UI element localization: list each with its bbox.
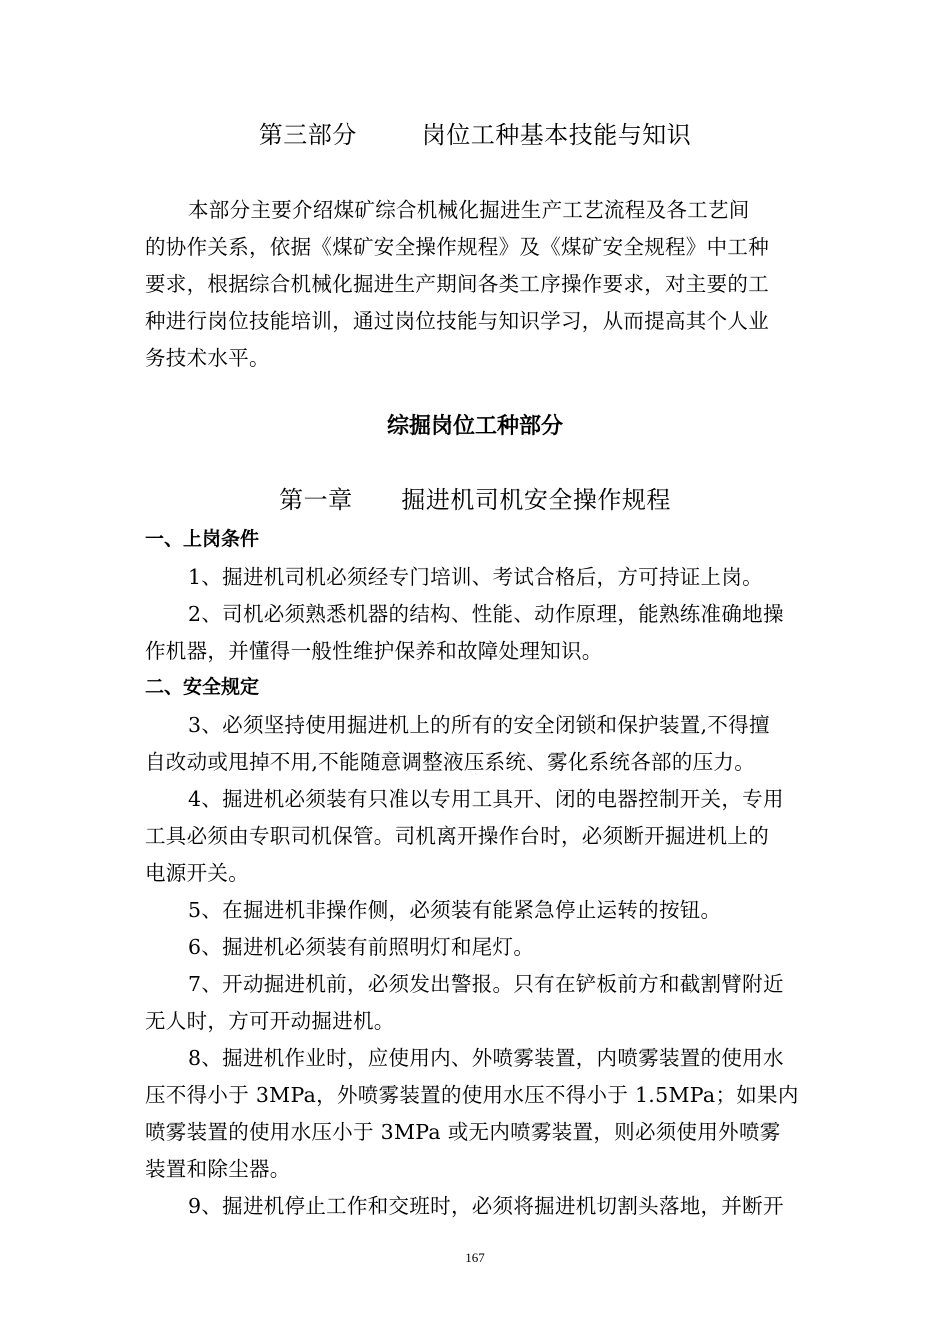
rule-item-2: 2、司机必须熟悉机器的结构、性能、动作原理，能熟练准确地操 <box>188 602 784 626</box>
rule-item-7: 7、开动掘进机前，必须发出警报。只有在铲板前方和截割臂附近 <box>188 972 784 996</box>
rule-item-5: 5、在掘进机非操作侧，必须装有能紧急停止运转的按钮。 <box>188 898 722 922</box>
section-heading-safety: 二、安全规定 <box>145 676 260 698</box>
rule-item-3-cont: 自改动或甩掉不用,不能随意调整液压系统、雾化系统各部的压力。 <box>145 750 756 774</box>
rule-item-8-cont: 装置和除尘器。 <box>145 1157 291 1181</box>
section-heading-conditions: 一、上岗条件 <box>145 528 260 550</box>
intro-line: 要求，根据综合机械化掘进生产期间各类工序操作要求，对主要的工 <box>145 272 769 296</box>
page-number: 167 <box>465 1250 485 1265</box>
rule-item-1: 1、掘进机司机必须经专门培训、考试合格后，方可持证上岗。 <box>188 565 763 589</box>
rule-item-4: 4、掘进机必须装有只准以专用工具开、闭的电器控制开关，专用 <box>188 787 784 811</box>
rule-item-8: 8、掘进机作业时，应使用内、外喷雾装置，内喷雾装置的使用水 <box>188 1046 784 1070</box>
intro-line: 本部分主要介绍煤矿综合机械化掘进生产工艺流程及各工艺间 <box>188 198 750 222</box>
rule-item-7-cont: 无人时，方可开动掘进机。 <box>145 1009 395 1033</box>
chapter-title: 第一章 掘进机司机安全操作规程 <box>279 486 671 514</box>
rule-item-6: 6、掘进机必须装有前照明灯和尾灯。 <box>188 935 535 959</box>
rule-item-8-cont: 压不得小于 3MPa，外喷雾装置的使用水压不得小于 1.5MPa；如果内 <box>145 1083 799 1107</box>
section-title: 综掘岗位工种部分 <box>386 414 563 439</box>
intro-line: 务技术水平。 <box>145 346 270 370</box>
part-title: 第三部分 岗位工种基本技能与知识 <box>258 121 692 149</box>
rule-item-4-cont: 工具必须由专职司机保管。司机离开操作台时，必须断开掘进机上的 <box>145 824 769 848</box>
rule-item-4-cont: 电源开关。 <box>145 861 249 885</box>
rule-item-2-cont: 作机器，并懂得一般性维护保养和故障处理知识。 <box>145 639 603 663</box>
rule-item-8-cont: 喷雾装置的使用水压小于 3MPa 或无内喷雾装置，则必须使用外喷雾 <box>145 1120 781 1144</box>
rule-item-3: 3、必须坚持使用掘进机上的所有的安全闭锁和保护装置,不得擅 <box>188 713 770 737</box>
rule-item-9: 9、掘进机停止工作和交班时，必须将掘进机切割头落地，并断开 <box>188 1194 784 1218</box>
intro-line: 种进行岗位技能培训，通过岗位技能与知识学习，从而提高其个人业 <box>145 309 769 333</box>
intro-line: 的协作关系，依据《煤矿安全操作规程》及《煤矿安全规程》中工种 <box>145 235 769 259</box>
